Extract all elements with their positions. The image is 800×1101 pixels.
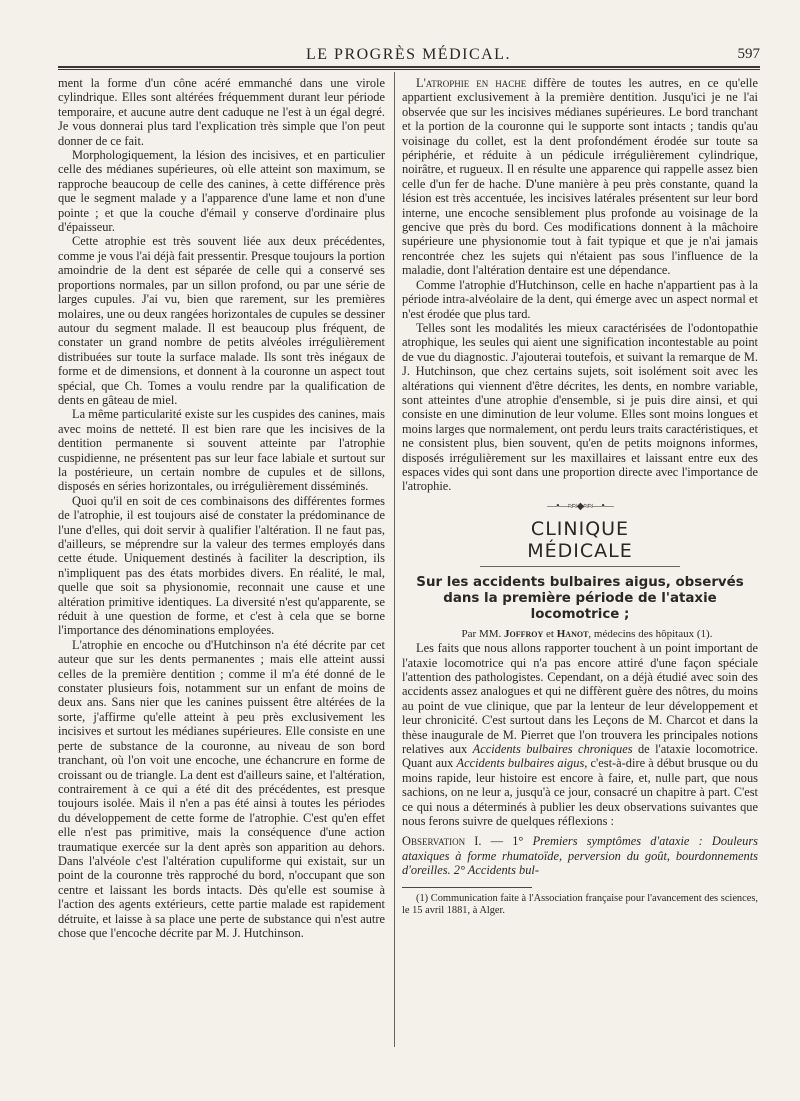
paragraph-text: diffère de toutes les autres, en ce qu'elle appartient exclusivement à la première dentition. Jusqu'ici je ne l'ai observée que sur les incisives médianes supérieures. Le bord tranchant et la portion de la couronne qui le supporte sont intacts ; tandis qu'au voisinage du collet, est la dent profondément érodée sur toute sa périphérie, et réduite à un pédicule irrégulièrement cylindrique, noirâtre, et rugueux. Il en résulte une apparence qui rappelle assez bien celle d'un fer de hache. D'une manière à peu près constante, quand la lésion est très accentuée, les incisives latérales présentent sur leur bord interne, une encoche sensiblement plus profonde au voisinage de la gencive que près du bord. Ces modifications donnent à la mâchoire supérieure une physionomie tout à fait typique et que je n'ai jamais rencontrée chez les sujets qui n'étaient pas sous l'influence de la maladie, dont l'altération dentaire est une dépendance. <box>402 76 758 278</box>
byline-suffix: , médecins des hôpitaux (1). <box>588 628 713 641</box>
header-rule <box>58 66 760 70</box>
byline <box>402 627 758 641</box>
footnote: (1) Communication faite à l'Association française pour l'avancement des sciences, le 15 avril 1881, à Alger. <box>402 892 758 917</box>
paragraph-text: de l'ataxie locomotrice. Quant aux <box>402 742 758 771</box>
paragraph: Morphologiquement, la lésion des incisives, et en particulier celle des médianes supérieures, où elle atteint son maximum, se rapproche beaucoup de celle des canines, à cette différence près que le segment malade y a l'apparence d'une lame et non d'une pointe ; et que la couche d'émail y conserve d'ordinaire plus d'épaisseur. <box>58 148 385 235</box>
paragraph: Quoi qu'il en soit de ces combinaisons des différentes formes de l'atrophie, il est toujours aisé de constater la prédominance de l'une d'elles, qui doit servir à qualifier l'altération. Il ne faut pas, d'ailleurs, se méprendre sur la valeur des termes employés dans cette étude. Uniquement destinés à faciliter la description, ils n'impliquent pas des états morbides divers. En réalité, le mal, quelle que soit sa physionomie, reconnait une cause et une altération primitive identiques. La diversité n'est qu'apparente, se réduit à une question de forme, et c'est à cela que se borne l'importance des dénominations employées. <box>58 493 385 638</box>
ornament-divider: —•—≈≈◆≈≈—•— <box>547 500 613 512</box>
paragraph: L'atrophie en encoche ou d'Hutchinson n'a été décrite par cet auteur que sur les dents permanentes ; mais elle atteint aussi celles de la première dentition ; comme il m'a été donné de le constater plusieurs fois, notamment sur un enfant de moins de deux ans. Sans nier que les canines puissent être altérées de la sorte, j'affirme qu'elle atteint à peu près exclusivement les incisives et surtout les médianes supérieures. Elle consiste en une perte de substance de la couronne, au niveau de son bord tranchant, où l'on voit une encoche, une échancrure en forme de croissant ou de triangle. La dent est d'ailleurs saine, et l'altération, contrairement à ce qui a été dit des précédentes, est presque toujours isolée. Mais il n'en a pas été ainsi à toutes les périodes du développement de cette forme de l'atrophie. C'est qu'en effet elle n'est pas primitive, mais la conséquence d'une action traumatique exercée sur la dent après son apparition au dehors. Dans l'alvéole c'est l'altération cupuliforme qui existait, sur un point de la couronne très rapproché du bord, n'occupant que son centre et laissant les bords intacts. Dès qu'elle est soumise à l'action des agents extérieurs, cette partie malade est rapidement détruite, et laisse à sa place une perte de substance qui n'est autre chose que l'encoche décrite par M. J. Hutchinson. <box>58 637 385 940</box>
paragraph: Telles sont les modalités les mieux caractérisées de l'odontopathie atrophique, les seules qui aient une signification incontestable au point de vue du diagnostic. J'ajouterai toutefois, et suivant la remarque de M. J. Hutchinson, que chez certains sujets, soit isolément soit avec les altérations qui viennent d'être décrites, les dents, en nombre variable, sont atteintes d'une atrophie d'ensemble, si je puis dire ainsi, et qui consiste en une diminution de leur volume. Elles sont moins longues et moins larges que normalement, ont perdu leurs traits caractéristiques, et ne consistent plus, bien souvent, qu'en de petits moignons informes, disposés irrégulièrement sur les maxillaires et laissant entre eux des espaces vides qui sont dans une proportion directe avec l'importance de l'atrophie. <box>402 320 758 494</box>
observation-dash: — 1° <box>481 834 533 849</box>
footnote-rule <box>402 887 532 888</box>
section-title: CLINIQUE MÉDICALE <box>480 518 680 567</box>
author-name: Joffroy <box>504 628 544 641</box>
paragraph-text: Les faits que nous allons rapporter touchent à un point important de l'ataxie locomotrice qui n'a pas encore attiré d'une façon spéciale l'attention des pathologistes. Cependant, on a déjà étudié avec soin des accidents assez analogues et qui ne diffèrent guère des nôtres, du moins au point de vue clinique, que par la lenteur de leur développement et leur chronicité. C'est surtout dans les Leçons de M. Charcot et dans la thèse inaugurale de M. Pierret que l'on trouvera les principales notions relatives aux <box>402 641 758 757</box>
observation-heading <box>402 834 758 877</box>
paragraph: La même particularité existe sur les cuspides des canines, mais avec moins de netteté. Il est bien rare que les incisives de la dentition permanente si souvent atteinte par l'atrophie cuspidienne, ne présentent pas sur leur face labiale et surtout sur la postérieure, un certain nombre de cupules et de sillons, disposés en séries horizontales, ou irrégulièrement disséminés. <box>58 407 385 494</box>
italic-phrase: Accidents bulbaires aigus <box>456 756 585 771</box>
paragraph: Cette atrophie est très souvent liée aux deux précédentes, comme je vous l'ai déjà fait pressentir. Presque toujours la portion amoindrie de la dent est séparée de celle qui a conservé ses proportions normales, par un sillon profond, ou par une série de larges cupules. J'ai vu, bien que rarement, sur les premières molaires, une ou deux rangées horizontales de cupules se dessiner autour du segment malade. Il est beaucoup plus fréquent, de constater un grand nombre de petits alvéoles irrégulièrement distribuées sur toute la surface malade. Ils sont très inégaux de forme et de dimensions, et donnent à la couronne un aspect tout spécial, que Ch. Tomes a voulu rendre par la qualification de dents en gâteau de miel. <box>58 234 385 407</box>
paragraph <box>402 641 758 828</box>
observation-label: Observation I. <box>402 834 482 849</box>
paragraph-text: , c'est-à-dire à début brusque ou du moins rapide, leur histoire est encore à faire, et, nulle part, que nous sachions, on ne leur a, jusqu'à ce jour, consacré un chapitre à part. C'est ce qui nous a déterminés à publier les deux observations suivantes que nous ferons suivre de quelques réflexions : <box>402 756 759 829</box>
running-title: LE PROGRÈS MÉDICAL. <box>306 46 511 63</box>
observation-title: Premiers symptômes d'ataxie : Douleurs ataxiques à forme rhumatoïde, perversion du goût, bourdonnements d'oreilles. 2° Accidents bul- <box>402 834 758 878</box>
author-name: Hanot <box>556 628 589 641</box>
small-caps-lead: L'atrophie en hache <box>416 76 527 90</box>
running-head <box>58 46 760 66</box>
left-column <box>58 76 385 940</box>
byline-prefix: Par MM. <box>461 628 505 641</box>
right-column <box>402 76 758 918</box>
paragraph: Comme l'atrophie d'Hutchinson, celle en hache n'appartient pas à la période intra-alvéolaire de la dent, qui émerge avec un aspect normal et n'est érodée que plus tard. <box>402 277 758 321</box>
italic-phrase: Accidents bulbaires chroniques <box>472 742 633 757</box>
page-number: 597 <box>737 46 760 62</box>
byline-and: et <box>543 628 557 641</box>
paragraph: ment la forme d'un cône acéré emmanché dans une virole cylindrique. Elles sont altérées fréquemment durant leur période temporaire, et aucune autre dent caduque ne l'est à un égal degré. Je vous donnerai plus tard l'explication très simple que l'on peut donner de ce fait. <box>58 76 385 148</box>
article-title: Sur les accidents bulbaires aigus, observés dans la première période de l'ataxie locomotrice ; <box>416 575 744 623</box>
column-divider <box>394 72 395 1047</box>
paragraph <box>402 76 758 278</box>
